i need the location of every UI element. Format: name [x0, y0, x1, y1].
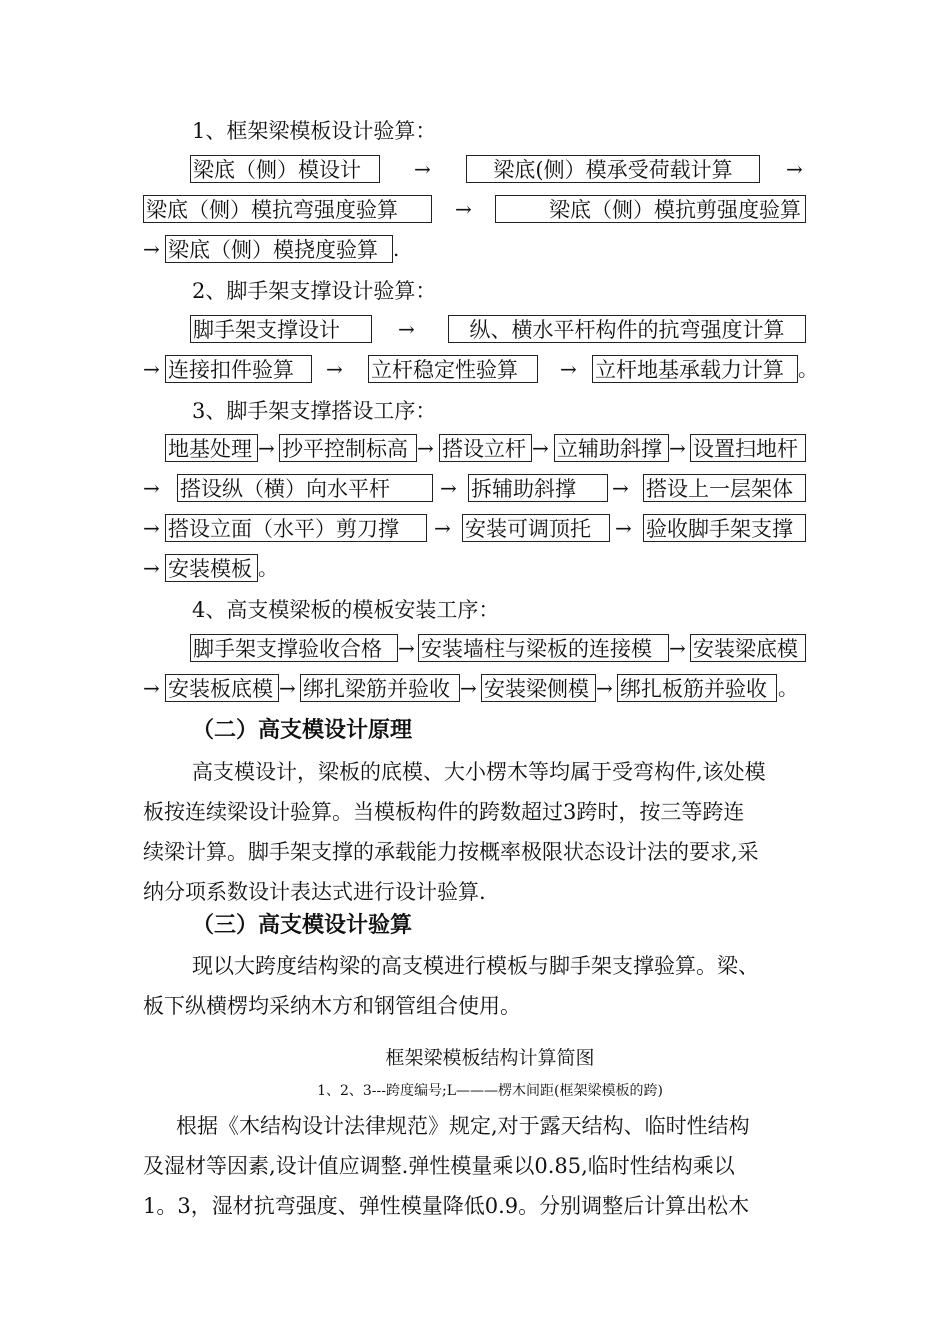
arrow-icon: → [596, 676, 613, 700]
paragraph-line: 及湿材等因素,设计值应调整.弹性模量乘以0.85,临时性结构乘以 [143, 1154, 735, 1178]
heading-design-principle: （二）高支模设计原理 [192, 718, 413, 743]
arrow-icon: → [143, 357, 160, 381]
flow-box: 搭设立面（水平）剪刀撑 [165, 514, 427, 542]
paragraph-line: 现以大跨度结构梁的高支模进行模板与脚手架支撑验算。梁、 [192, 954, 759, 978]
arrow-icon: → [414, 157, 431, 181]
paragraph-line: 续梁计算。脚手架支撑的承载能力按概率极限状态设计法的要求,采 [143, 840, 759, 864]
paragraph-line: 根据《木结构设计法律规范》规定,对于露天结构、临时性结构 [176, 1114, 750, 1138]
arrow-icon: → [786, 157, 803, 181]
flow-box: 设置扫地杆 [690, 434, 806, 462]
arrow-icon: → [143, 516, 160, 540]
section-2-title: 2、脚手架支撑设计验算： [192, 279, 437, 303]
flow-box: 梁底（侧）模抗剪强度验算 [495, 195, 806, 223]
paragraph-line: 板按连续梁设计验算。当模板构件的跨数超过3跨时，按三等跨连 [143, 800, 745, 824]
flow-box: 抄平控制标高 [279, 434, 417, 462]
flow-box: 脚手架支撑设计 [190, 315, 372, 343]
flow-box: 脚手架支撑验收合格 [190, 634, 398, 662]
arrow-icon: → [143, 476, 160, 500]
arrow-icon: → [460, 676, 477, 700]
flow-box: 立杆地基承载力计算 [592, 355, 798, 383]
flow-box: 安装梁侧模 [481, 674, 596, 702]
end-mark: 。 [798, 357, 818, 381]
flow-box: 搭设立杆 [439, 434, 532, 462]
flow-box: 安装板底模 [165, 674, 279, 702]
paragraph-line: 纳分项系数设计表达式进行设计验算. [143, 880, 486, 904]
flow-box: 立杆稳定性验算 [368, 355, 538, 383]
flow-box: 安装可调顶托 [462, 514, 610, 542]
flow-box: 连接扣件验算 [165, 355, 312, 383]
flow-box: 搭设上一层架体 [643, 474, 806, 502]
arrow-icon: → [669, 436, 686, 460]
flow-box: 拆辅助斜撑 [468, 474, 608, 502]
flow-box: 纵、横水平杆构件的抗弯强度计算 [448, 315, 806, 343]
flow-box: 梁底（侧）模抗弯强度验算 [143, 195, 432, 223]
arrow-icon: → [398, 636, 415, 660]
flow-box: 安装模板 [165, 554, 258, 582]
arrow-icon: → [143, 556, 160, 580]
heading-design-check: （三）高支模设计验算 [192, 913, 413, 938]
paragraph-line: 板下纵横楞均采纳木方和钢管组合使用。 [143, 994, 521, 1018]
flow-box: 安装梁底模 [690, 634, 806, 662]
flow-box: 绑扎板筋并验收 [617, 674, 777, 702]
flow-box: 搭设纵（横）向水平杆 [177, 474, 433, 502]
arrow-icon: → [615, 516, 632, 540]
arrow-icon: → [532, 436, 549, 460]
section-4-title: 4、高支模梁板的模板安装工序： [192, 598, 500, 622]
arrow-icon: → [669, 636, 686, 660]
flow-box: 梁底（侧）模挠度验算 [165, 235, 393, 263]
arrow-icon: → [417, 436, 434, 460]
paragraph-line: 1。3，湿材抗弯强度、弹性模量降低0.9。分别调整后计算出松木 [143, 1194, 750, 1218]
arrow-icon: → [143, 676, 160, 700]
flow-box: 验收脚手架支撑 [643, 514, 806, 542]
arrow-icon: → [143, 237, 160, 261]
arrow-icon: → [612, 476, 629, 500]
arrow-icon: → [560, 357, 577, 381]
end-mark: . [393, 237, 400, 261]
flow-box: 梁底（侧）模设计 [190, 155, 380, 183]
section-3-title: 3、脚手架支撑搭设工序： [192, 399, 437, 423]
arrow-icon: → [434, 516, 451, 540]
flow-box: 立辅助斜撑 [554, 434, 669, 462]
arrow-icon: → [398, 317, 415, 341]
section-1-title: 1、框架梁模板设计验算： [192, 119, 437, 143]
figure-note: 1、2、3---跨度编号;L———楞木间距(框架梁模板的跨) [317, 1083, 663, 1099]
paragraph-line: 高支模设计，梁板的底模、大小楞木等均属于受弯构件,该处模 [192, 760, 766, 784]
arrow-icon: → [455, 197, 472, 221]
figure-title: 框架梁模板结构计算简图 [385, 1047, 595, 1069]
arrow-icon: → [279, 676, 296, 700]
flow-box: 梁底(侧）模承受荷载计算 [466, 155, 760, 183]
arrow-icon: → [440, 476, 457, 500]
arrow-icon: → [258, 436, 275, 460]
flow-box: 地基处理 [165, 434, 258, 462]
end-mark: 。 [258, 556, 278, 580]
arrow-icon: → [326, 357, 343, 381]
end-mark: 。 [778, 676, 798, 700]
flow-box: 绑扎梁筋并验收 [300, 674, 460, 702]
flow-box: 安装墙柱与梁板的连接模 [418, 634, 669, 662]
